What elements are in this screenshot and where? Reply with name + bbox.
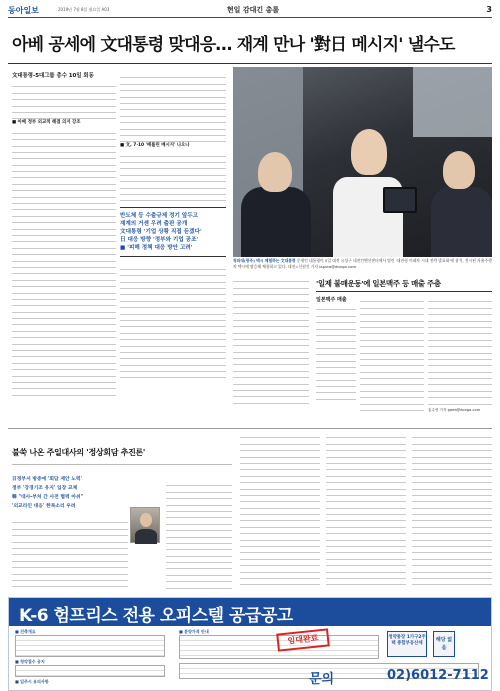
photo-person-right-body [431, 187, 492, 257]
ad-header-bar [9, 598, 492, 626]
bullet-heading-2: ■ 文, 7·10 '베를린 메시지' 나오나 [120, 143, 190, 149]
body-text-lines [240, 432, 320, 585]
section-title: 현일 감대긴 총롤 [226, 6, 280, 14]
body-text-lines [12, 127, 116, 395]
ad-title: K-6 험프리스 전용 오피스텔 공급공고 [19, 606, 293, 626]
body-text-lines [120, 72, 226, 142]
body-text-lines [120, 150, 226, 201]
article-photo[interactable] [233, 67, 492, 257]
pull-quote-line: ■ '피해 정책 대응 방안 고려' [120, 245, 193, 252]
right-article-heading[interactable]: '일제 불매운동'에 일본맥주 등 매출 주춤 [316, 279, 441, 288]
bottom-quote-line: '외교라인 대응' 한목소리 우려 [12, 504, 76, 509]
body-text-lines [233, 276, 309, 404]
bullet-heading-1: ■ 아베 정부 외교적 해결 의지 강조 [12, 120, 81, 126]
article-column-left [12, 72, 116, 414]
bottom-heading-rule [12, 464, 232, 465]
ad-section-label: ■ 청약접수 공지 [15, 659, 45, 664]
pull-quote-line: 반도체 등 수출규제 정기 앞두고 [120, 213, 199, 220]
bottom-quote-line: 韓 "대사-부처 간 사전 협력 아쉬" [12, 495, 84, 500]
bottom-quote-line: 日정부서 방중에 '회담 제안 노력' [12, 477, 83, 482]
bottom-quote-line: 정부 '강경기조 유지' 입장 교체 [12, 486, 78, 491]
date-line: 2019년 7월 8일 월요일 A03 [58, 7, 110, 12]
right-heading-rule [316, 291, 492, 292]
body-text-lines [428, 296, 492, 405]
bottom-quote-block [12, 475, 128, 511]
pull-quote-line: 文대통령 '기업 상황 직접 듣겠다' [120, 229, 202, 236]
ad-section-label: ■ 건축개요 [15, 629, 36, 634]
caption-text: 문재인 대통령이 5일 대전 유성구 대전컨벤션센터에서 열린 '대전형 미래차 시대 전략 발표회'에 참석, 전시된 자율주행차 택시에 탑승해 체험하고 있다. 대전=신원건 기자 laputa@donga.com [233, 258, 492, 269]
right-byline: 홍수영 기자 gaea@donga.com [428, 407, 481, 412]
main-headline[interactable]: 아베 공세에 文대통령 맞대응… 재계 만나 '對日 메시지' 낼수도 [12, 35, 455, 55]
body-text-lines [326, 432, 406, 585]
right-quote: 일본맥주 매출 [316, 297, 347, 303]
bottom-column-a [12, 517, 128, 593]
photo-tablet [383, 187, 417, 213]
photo-window-pane [413, 67, 492, 137]
article-column-mid-lower [233, 276, 309, 416]
article-column-right-b [360, 296, 424, 416]
ad-inquiry-label: 문의 [309, 672, 335, 687]
body-text-lines [166, 480, 232, 589]
body-text-lines [316, 304, 356, 400]
pull-quote-block [120, 207, 226, 257]
photo-person-left-body [241, 187, 311, 257]
bottom-column-d [326, 432, 406, 592]
ad-section-label: ■ 입주시 유의사항 [15, 679, 49, 684]
pull-quote-line: 재계의 거센 우려 출판 공개 [120, 221, 188, 228]
caption-title: 청와대(광주) 택시 체험하는 文대통령 [233, 258, 296, 263]
rental-complete-stamp: 임대완료 [276, 628, 330, 651]
bottom-article-heading[interactable]: 불쑥 나온 주일대사의 '정상회담 추진론' [12, 448, 146, 457]
ad-table [15, 665, 165, 677]
body-text-lines [12, 517, 128, 587]
ad-table [15, 635, 165, 657]
ad-badge-not-applicable: 해당 없음 [433, 631, 455, 657]
photo-person-left-head [258, 152, 292, 192]
body-text-lines [120, 263, 226, 378]
bottom-section-rule [8, 428, 492, 429]
photo-president-head [351, 129, 387, 175]
top-rule [8, 17, 492, 18]
newspaper-logo[interactable]: 동아일보 [8, 6, 39, 15]
advertisement[interactable] [8, 597, 492, 691]
body-text-lines [12, 81, 116, 119]
bottom-column-c [240, 432, 320, 592]
photo-caption [233, 258, 492, 269]
article-subhead: 文대통령-5대그룹 총수 10일 회동 [12, 73, 94, 79]
bottom-column-b [166, 480, 232, 593]
article-column-right-c [428, 296, 492, 416]
ad-badge-subscription: 청약통장 1가구2주택 종합부동산세 [387, 631, 427, 657]
article-column-second [120, 72, 226, 414]
photo-person-right-head [443, 151, 475, 189]
portrait-photo [130, 507, 160, 543]
ad-phone-number[interactable]: 02)6012-7112 [387, 668, 489, 683]
body-text-lines [412, 432, 492, 585]
ad-section-label: ■ 분양가격 안내 [179, 629, 209, 634]
article-column-right-a [316, 296, 356, 416]
bottom-column-e [412, 432, 492, 592]
body-text-lines [360, 296, 424, 411]
pull-quote-line: 日 대응 방향 '정부와 기업 공조' [120, 237, 199, 244]
page-number: 3 [486, 5, 492, 14]
headline-rule [8, 63, 492, 64]
